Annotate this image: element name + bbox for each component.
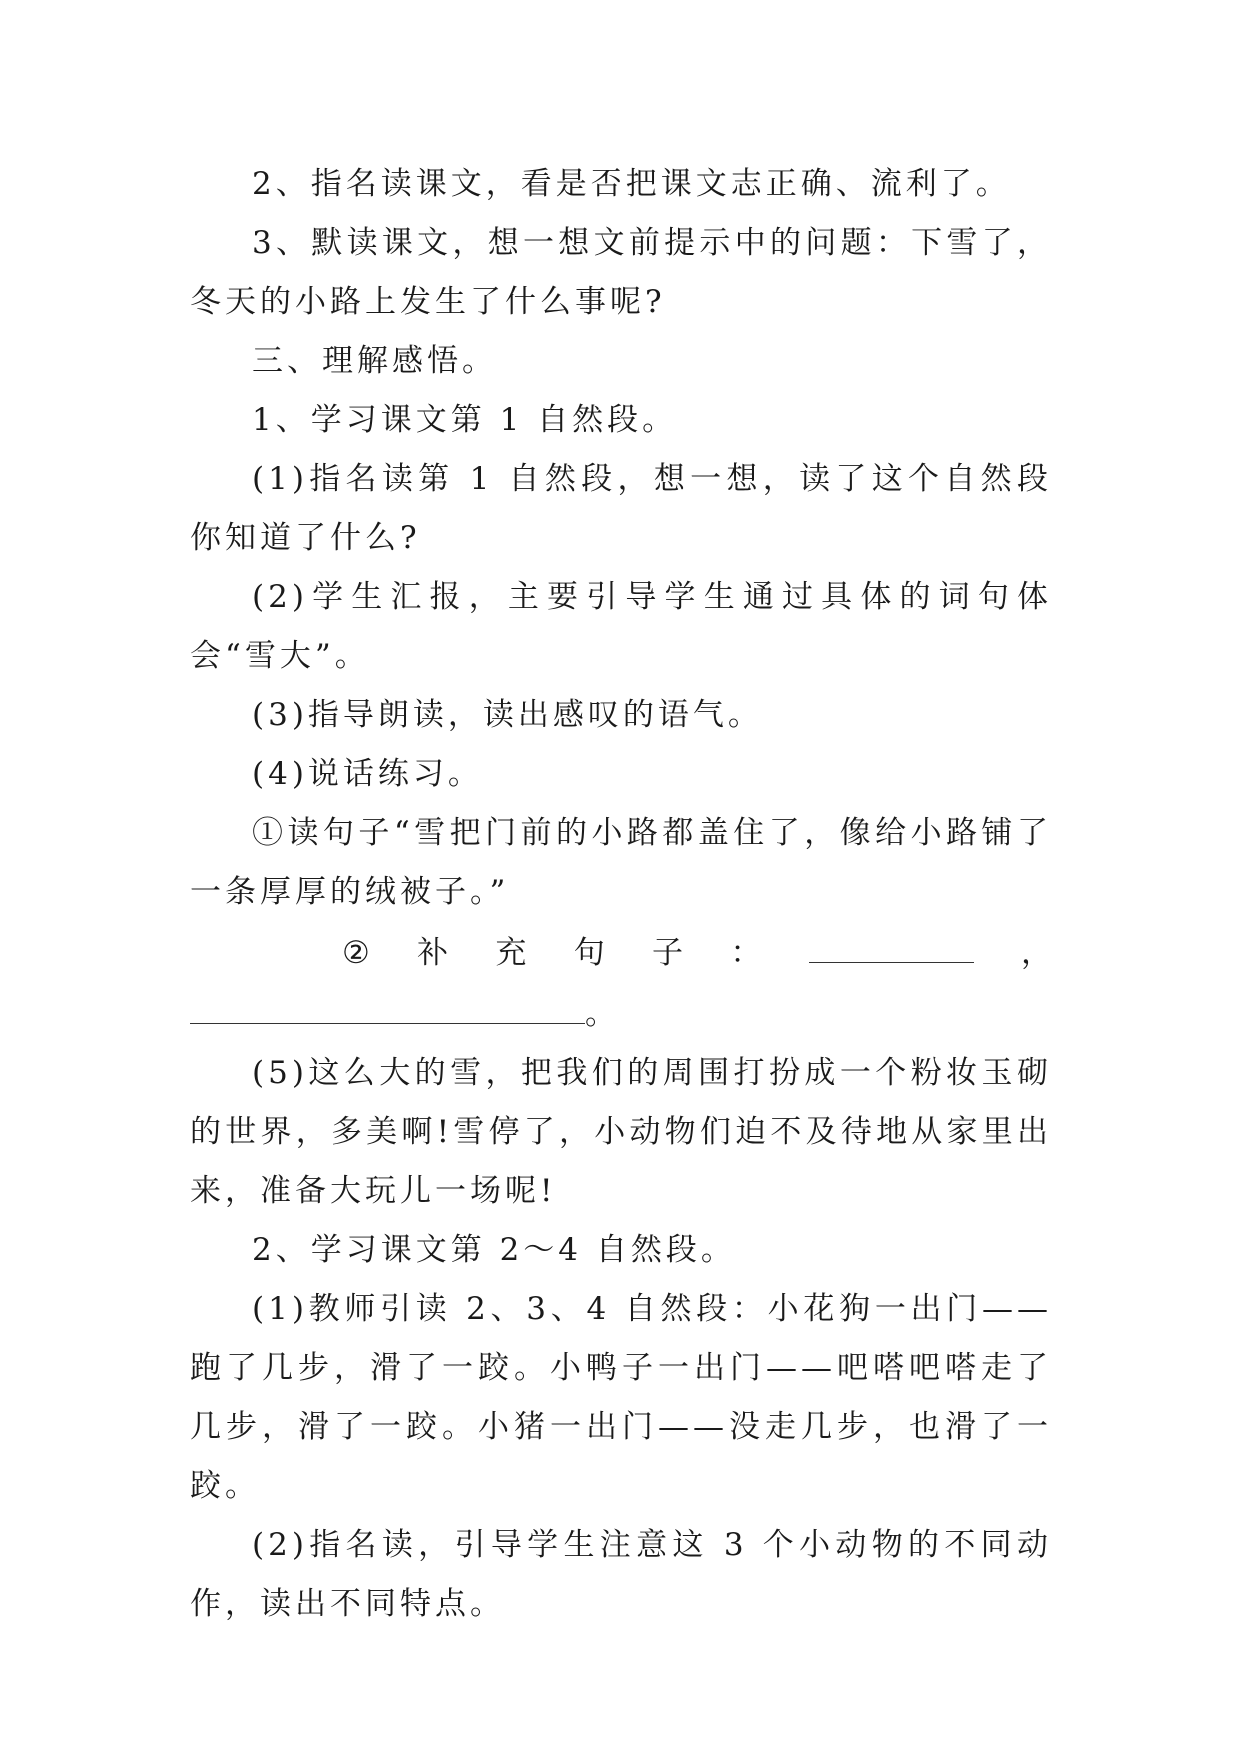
section-heading: 三、理解感悟。	[252, 343, 497, 379]
paragraph: (5)这么大的雪，把我们的周围打扮成一个粉妆玉砌的世界，多美啊!雪停了，小动物们迫不及待地从家里出来，准备大玩儿一场呢!	[190, 1055, 1052, 1209]
fill-blank	[190, 983, 585, 1024]
paragraph: 1、学习课文第 1 自然段。	[252, 402, 678, 438]
fill-comma: ，	[1020, 935, 1052, 971]
paragraph: 2、指名读课文，看是否把课文志正确、流利了。	[252, 166, 1011, 202]
document-page	[190, 155, 1052, 1634]
paragraph: ①读句子“雪把门前的小路都盖住了，像给小路铺了一条厚厚的绒被子。”	[190, 815, 1052, 910]
fill-char: 子	[652, 935, 684, 971]
fill-char: ：	[730, 935, 762, 971]
fill-sentence-line	[190, 922, 1052, 983]
fill-blank-line	[190, 983, 1052, 1044]
fill-blank	[809, 922, 974, 963]
fill-char: 句	[573, 935, 605, 971]
paragraph: (3)指导朗读，读出感叹的语气。	[252, 697, 763, 733]
paragraph: (1)教师引读 2、3、4 自然段：小花狗一出门——跑了几步，滑了一跤。小鸭子一出门——吧嗒吧嗒走了几步，滑了一跤。小猪一出门——没走几步，也滑了一跤。	[190, 1291, 1052, 1504]
fill-char: 补	[417, 935, 449, 971]
paragraph: (1)指名读第 1 自然段，想一想，读了这个自然段你知道了什么?	[190, 461, 1052, 556]
fill-char: 充	[495, 935, 527, 971]
paragraph: (2)指名读，引导学生注意这 3 个小动物的不同动作，读出不同特点。	[190, 1527, 1052, 1622]
fill-char: ②	[342, 935, 370, 971]
fill-period: 。	[585, 996, 620, 1032]
paragraph: 3、默读课文，想一想文前提示中的问题：下雪了，冬天的小路上发生了什么事呢?	[190, 225, 1052, 320]
paragraph: 2、学习课文第 2～4 自然段。	[252, 1232, 736, 1268]
paragraph: (2)学生汇报，主要引导学生通过具体的词句体会“雪大”。	[190, 579, 1052, 674]
paragraph: (4)说话练习。	[252, 756, 483, 792]
